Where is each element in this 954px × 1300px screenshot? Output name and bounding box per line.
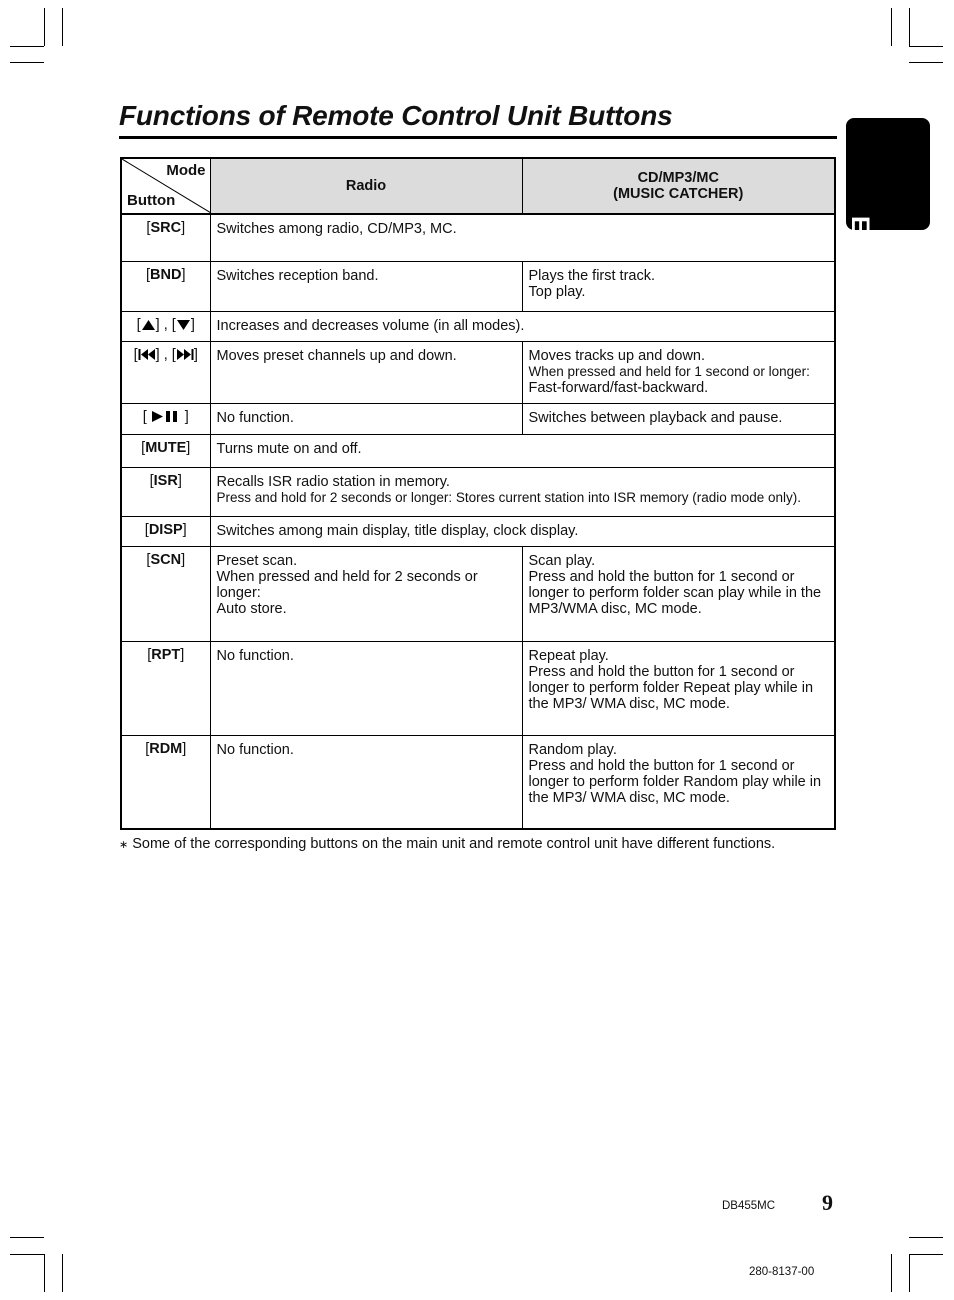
radio-cell: [210, 641, 522, 735]
footnote-text: Some of the corresponding buttons on the main unit and remote control unit have different functions.: [132, 836, 776, 852]
function-cell: [210, 434, 835, 467]
button-name: DISP: [148, 521, 183, 538]
table-row: [121, 516, 835, 546]
table-row: [121, 434, 835, 467]
button-name: RDM: [149, 740, 183, 757]
crop-mark: [62, 1254, 63, 1292]
function-cell: [210, 311, 835, 341]
function-cell: [210, 516, 835, 546]
cd-text: Switches between playback and pause.: [528, 409, 783, 426]
cd-text: Press and hold the button for 1 second or: [528, 757, 795, 774]
button-cell: [BND]: [121, 261, 210, 311]
cd-header-line2: (MUSIC CATCHER): [613, 186, 744, 202]
cd-cell: [522, 341, 835, 403]
cd-text: Moves tracks up and down.: [528, 347, 706, 364]
crop-mark: [909, 8, 910, 46]
cd-text: Scan play.: [528, 552, 596, 569]
radio-header-text: Radio: [345, 178, 387, 194]
radio-text: longer:: [216, 584, 261, 601]
crop-mark: [10, 1254, 44, 1255]
cd-text: Fast-forward/fast-backward.: [528, 379, 709, 396]
function-text: Turns mute on and off.: [216, 440, 362, 457]
crop-mark: [909, 46, 943, 47]
radio-text: Moves preset channels up and down.: [216, 347, 457, 364]
radio-text: Preset scan.: [216, 552, 298, 569]
button-label: Button: [127, 192, 176, 209]
radio-cell: [210, 261, 522, 311]
page-title: Functions of Remote Control Unit Buttons: [119, 100, 673, 131]
function-table: [120, 157, 836, 830]
cd-text: Press and hold the button for 1 second or: [528, 568, 795, 585]
function-text: Press and hold for 2 seconds or longer: Stores current station into ISR memory (radio mode only).: [216, 489, 802, 505]
table-row: [121, 641, 835, 735]
language-tab-label: English: [846, 216, 874, 307]
part-number: 280-8137-00: [749, 1266, 815, 1278]
function-cell: [210, 467, 835, 516]
button-cell: [RDM]: [121, 735, 210, 829]
crop-mark: [44, 1254, 45, 1292]
footnote-mark: ∗: [119, 839, 129, 851]
play-pause-icon: [151, 410, 181, 423]
table-row: [121, 214, 835, 261]
cd-text: Press and hold the button for 1 second or: [528, 663, 795, 680]
radio-text: Auto store.: [216, 600, 287, 617]
page-number: 9: [822, 1190, 833, 1215]
radio-column-header: [210, 158, 522, 214]
table-row: [121, 735, 835, 829]
radio-cell: [210, 735, 522, 829]
button-cell: [SRC]: [121, 214, 210, 261]
table-row: [121, 403, 835, 434]
fast-forward-icon: [176, 348, 194, 361]
mode-label: Mode: [166, 162, 206, 179]
function-text: Switches among radio, CD/MP3, MC.: [216, 221, 457, 237]
radio-text: No function.: [216, 409, 294, 426]
radio-text: No function.: [216, 647, 294, 664]
crop-mark: [10, 62, 44, 63]
cd-text: MP3/WMA disc, MC mode.: [528, 600, 702, 617]
cd-text: the MP3/ WMA disc, MC mode.: [528, 695, 730, 712]
cd-text: Top play.: [528, 283, 586, 300]
button-cell: [DISP]: [121, 516, 210, 546]
function-text: Switches among main display, title display, clock display.: [216, 522, 579, 539]
table-row: [121, 546, 835, 641]
crop-mark: [44, 8, 45, 46]
button-name: SRC: [150, 220, 182, 236]
cd-cell: [522, 546, 835, 641]
corner-header: [121, 158, 210, 214]
button-cell: [ISR]: [121, 467, 210, 516]
crop-mark: [62, 8, 63, 46]
table-row: [121, 261, 835, 311]
button-cell: [ ] , [ ]: [121, 341, 210, 403]
radio-text: Switches reception band.: [216, 267, 379, 284]
cd-header-line1: CD/MP3/MC: [637, 170, 719, 186]
cd-cell: [522, 261, 835, 311]
button-cell: [MUTE]: [121, 434, 210, 467]
crop-mark: [909, 1254, 910, 1292]
radio-cell: [210, 403, 522, 434]
cd-text: longer to perform folder scan play while in the: [528, 584, 822, 601]
button-cell: [ ]: [121, 403, 210, 434]
triangle-down-icon: [176, 319, 191, 331]
table-row: [121, 341, 835, 403]
cd-text: Plays the first track.: [528, 267, 656, 284]
button-cell: [SCN]: [121, 546, 210, 641]
title-underline: [119, 136, 837, 139]
crop-mark: [909, 62, 943, 63]
radio-text: When pressed and held for 2 seconds or: [216, 568, 478, 585]
table-header-row: [121, 158, 835, 214]
triangle-up-icon: [141, 319, 156, 331]
cd-text: When pressed and held for 1 second or longer:: [528, 363, 810, 379]
table-row: [121, 311, 835, 341]
radio-cell: [210, 546, 522, 641]
radio-text: No function.: [216, 741, 294, 758]
button-cell: [RPT]: [121, 641, 210, 735]
crop-mark: [10, 46, 44, 47]
table-row: [121, 467, 835, 516]
model-number: DB455MC: [722, 1200, 776, 1212]
cd-text: Repeat play.: [528, 647, 609, 664]
button-cell: [ ] , [ ]: [121, 311, 210, 341]
cd-column-header: [522, 158, 835, 214]
crop-mark: [10, 1237, 44, 1238]
cd-cell: [522, 641, 835, 735]
footnote: [119, 836, 775, 852]
crop-mark: [891, 8, 892, 46]
language-tab: [846, 118, 930, 307]
button-name: MUTE: [145, 439, 187, 456]
function-text: Increases and decreases volume (in all modes).: [216, 317, 525, 334]
crop-mark: [891, 1254, 892, 1292]
cd-text: Random play.: [528, 741, 617, 758]
rewind-icon: [138, 348, 156, 361]
button-name: SCN: [150, 551, 182, 568]
cd-cell: [522, 403, 835, 434]
button-name: BND: [150, 266, 182, 283]
radio-cell: [210, 341, 522, 403]
cd-cell: [522, 735, 835, 829]
function-text: Recalls ISR radio station in memory.: [216, 473, 450, 490]
button-name: RPT: [151, 646, 181, 663]
cd-text: longer to perform folder Random play while in: [528, 773, 822, 790]
crop-mark: [909, 1237, 943, 1238]
crop-mark: [909, 1254, 943, 1255]
function-cell: [210, 214, 835, 261]
cd-text: the MP3/ WMA disc, MC mode.: [528, 789, 730, 806]
button-name: ISR: [153, 472, 178, 489]
cd-text: longer to perform folder Repeat play while in: [528, 679, 814, 696]
